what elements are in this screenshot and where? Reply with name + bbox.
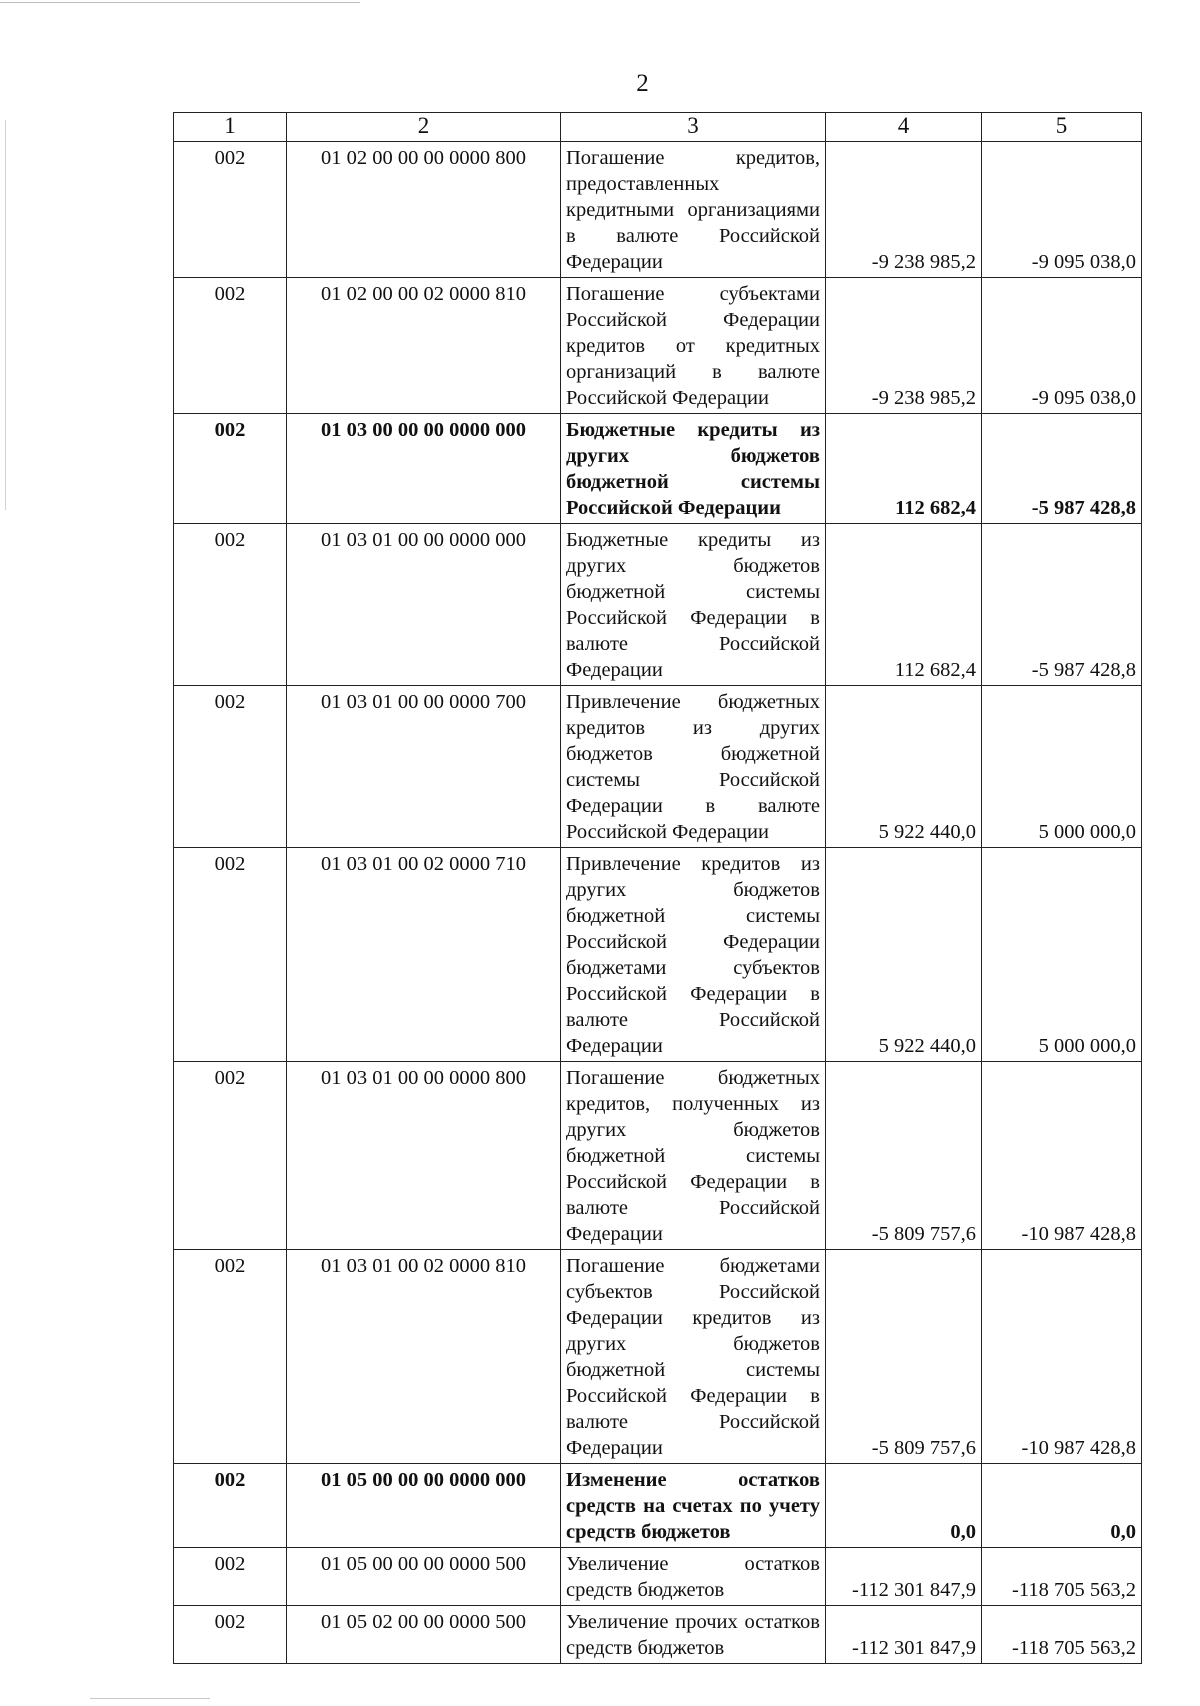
amount-year-2-cell: -9 095 038,0 [982,142,1142,278]
page-number: 2 [636,70,649,97]
table-row [174,524,1142,686]
table-row [174,1250,1142,1464]
source-name-cell: Бюджетные кредиты из других бюджетов бюджетной системы Российской Федерации в валюте Российской Федерации [561,524,826,686]
admin-code-cell: 002 [174,414,287,524]
table-header-row [174,113,1142,142]
amount-year-1-cell: -112 301 847,9 [826,1606,982,1664]
amount-year-1-cell: -9 238 985,2 [826,278,982,414]
amount-year-2-cell: 0,0 [982,1464,1142,1548]
admin-code-cell: 002 [174,1250,287,1464]
scan-artifact-line [90,1698,210,1699]
budget-classification-code-cell: 01 02 00 00 00 0000 800 [287,142,561,278]
admin-code-cell: 002 [174,1464,287,1548]
budget-classification-code-cell: 01 03 01 00 00 0000 000 [287,524,561,686]
table-row [174,414,1142,524]
budget-classification-code-cell: 01 03 00 00 00 0000 000 [287,414,561,524]
budget-classification-code-cell: 01 05 00 00 00 0000 000 [287,1464,561,1548]
amount-year-2-cell: -118 705 563,2 [982,1548,1142,1606]
scan-artifact-line [0,2,360,3]
budget-classification-code-cell: 01 03 01 00 00 0000 700 [287,686,561,848]
table-row [174,848,1142,1062]
source-name-cell: Увеличение остатков средств бюджетов [561,1548,826,1606]
source-name-cell: Погашение субъектами Российской Федерации кредитов от кредитных организаций в валюте Российской Федерации [561,278,826,414]
source-name-cell: Погашение кредитов, предоставленных кредитными организациями в валюте Российской Федерации [561,142,826,278]
source-name-cell: Бюджетные кредиты из других бюджетов бюджетной системы Российской Федерации [561,414,826,524]
amount-year-1-cell: -5 809 757,6 [826,1250,982,1464]
admin-code-cell: 002 [174,1606,287,1664]
amount-year-2-cell: -10 987 428,8 [982,1062,1142,1250]
scan-artifact-edge [5,120,6,510]
column-header: 5 [982,113,1142,142]
source-name-cell: Погашение бюджетами субъектов Российской Федерации кредитов из других бюджетов бюджетной системы Российской Федерации в валюте Российской Федерации [561,1250,826,1464]
amount-year-2-cell: -118 705 563,2 [982,1606,1142,1664]
admin-code-cell: 002 [174,686,287,848]
admin-code-cell: 002 [174,1062,287,1250]
amount-year-1-cell: -112 301 847,9 [826,1548,982,1606]
table-row [174,1464,1142,1548]
amount-year-2-cell: -5 987 428,8 [982,524,1142,686]
table-row [174,686,1142,848]
amount-year-1-cell: 112 682,4 [826,414,982,524]
amount-year-2-cell: -10 987 428,8 [982,1250,1142,1464]
amount-year-1-cell: 112 682,4 [826,524,982,686]
column-header: 2 [287,113,561,142]
admin-code-cell: 002 [174,848,287,1062]
budget-sources-table [173,112,1142,1664]
amount-year-1-cell: 0,0 [826,1464,982,1548]
table-row [174,142,1142,278]
budget-classification-code-cell: 01 02 00 00 02 0000 810 [287,278,561,414]
budget-classification-code-cell: 01 05 02 00 00 0000 500 [287,1606,561,1664]
amount-year-1-cell: -9 238 985,2 [826,142,982,278]
table-row [174,278,1142,414]
admin-code-cell: 002 [174,1548,287,1606]
budget-classification-code-cell: 01 03 01 00 02 0000 810 [287,1250,561,1464]
budget-classification-code-cell: 01 03 01 00 02 0000 710 [287,848,561,1062]
source-name-cell: Привлечение кредитов из других бюджетов бюджетной системы Российской Федерации бюджетами субъектов Российской Федерации в валюте Российской Федерации [561,848,826,1062]
source-name-cell: Привлечение бюджетных кредитов из других бюджетов бюджетной системы Российской Федерации в валюте Российской Федерации [561,686,826,848]
amount-year-2-cell: -9 095 038,0 [982,278,1142,414]
amount-year-2-cell: 5 000 000,0 [982,848,1142,1062]
amount-year-2-cell: -5 987 428,8 [982,414,1142,524]
admin-code-cell: 002 [174,278,287,414]
amount-year-1-cell: -5 809 757,6 [826,1062,982,1250]
column-header: 4 [826,113,982,142]
admin-code-cell: 002 [174,524,287,686]
table-row [174,1606,1142,1664]
source-name-cell: Увеличение прочих остатков средств бюджетов [561,1606,826,1664]
table-row [174,1062,1142,1250]
source-name-cell: Изменение остатков средств на счетах по учету средств бюджетов [561,1464,826,1548]
amount-year-1-cell: 5 922 440,0 [826,848,982,1062]
budget-classification-code-cell: 01 05 00 00 00 0000 500 [287,1548,561,1606]
column-header: 1 [174,113,287,142]
amount-year-1-cell: 5 922 440,0 [826,686,982,848]
admin-code-cell: 002 [174,142,287,278]
source-name-cell: Погашение бюджетных кредитов, полученных из других бюджетов бюджетной системы Российской Федерации в валюте Российской Федерации [561,1062,826,1250]
budget-classification-code-cell: 01 03 01 00 00 0000 800 [287,1062,561,1250]
table-row [174,1548,1142,1606]
column-header: 3 [561,113,826,142]
amount-year-2-cell: 5 000 000,0 [982,686,1142,848]
